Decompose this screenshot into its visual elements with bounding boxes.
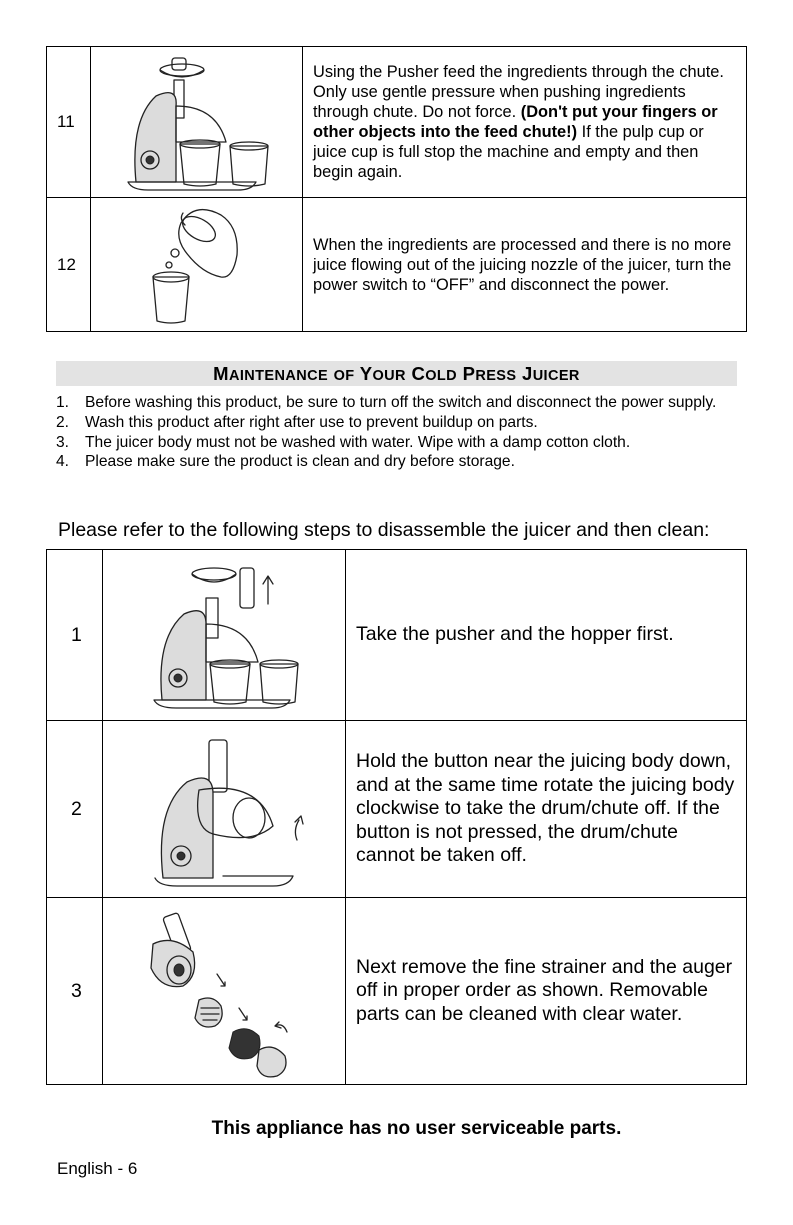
step-text: When the ingredients are processed and there is no more juice flowing out of the juicing nozzle of the juicer, turn the power switch to “OFF” and disconnect the power.: [303, 198, 747, 332]
list-item: 4. Please make sure the product is clean and dry before storage.: [56, 453, 515, 471]
exploded-parts-icon: [139, 904, 309, 1078]
step-image: [91, 198, 303, 332]
instruction-table-top: [46, 46, 747, 332]
step-row: [47, 550, 747, 721]
step-image: [91, 47, 303, 198]
serviceable-notice: This appliance has no user serviceable parts.: [211, 1118, 622, 1139]
rotate-drum-icon: [129, 730, 319, 888]
step-text: Next remove the fine strainer and the auger off in proper order as shown. Removable parts can be cleaned with clear water.: [346, 898, 747, 1085]
step-image: [103, 721, 346, 898]
step-text: Take the pusher and the hopper first.: [346, 550, 747, 721]
maintenance-list: [56, 393, 746, 472]
step-text: Hold the button near the juicing body down, and at the same time rotate the juicing body clockwise to take the drum/chute off. If the button is not pressed, the drum/chute cannot be taken off.: [346, 721, 747, 898]
remove-pusher-hopper-icon: [134, 560, 314, 710]
step-row: [47, 198, 747, 332]
list-item: 2. Wash this product after right after use to prevent buildup on parts.: [56, 413, 538, 431]
list-item: 3. The juicer body must not be washed with water. Wipe with a damp cotton cloth.: [56, 433, 631, 451]
step-row: [47, 721, 747, 898]
step-number: 12: [47, 198, 91, 332]
list-item: 1. Before washing this product, be sure to turn off the switch and disconnect the power supply.: [56, 394, 717, 411]
instruction-table-bottom: [46, 549, 747, 1085]
step-number: 1: [47, 550, 103, 721]
step-number: 3: [47, 898, 103, 1085]
step-image: [103, 898, 346, 1085]
step-row: [47, 898, 747, 1085]
step-number: 2: [47, 721, 103, 898]
step-number: 11: [47, 47, 91, 198]
step-text: Using the Pusher feed the ingredients through the chute. Only use gentle pressure when pushing ingredients through chute. Do not force. (Don't put your fingers or other objects into the feed chute!) If the pulp cup or juice cup is full stop the machine and empty and then begin again.: [303, 47, 747, 198]
disassembly-intro: Please refer to the following steps to disassemble the juicer and then clean:: [58, 519, 710, 541]
maintenance-heading: MAINTENANCE OF YOUR COLD PRESS JUICER: [56, 361, 737, 386]
juicer-with-pusher-icon: [112, 52, 282, 192]
step-image: [103, 550, 346, 721]
page-footer: English - 6: [57, 1159, 138, 1178]
juice-cup-pouring-icon: [137, 203, 257, 327]
step-row: [47, 47, 747, 198]
